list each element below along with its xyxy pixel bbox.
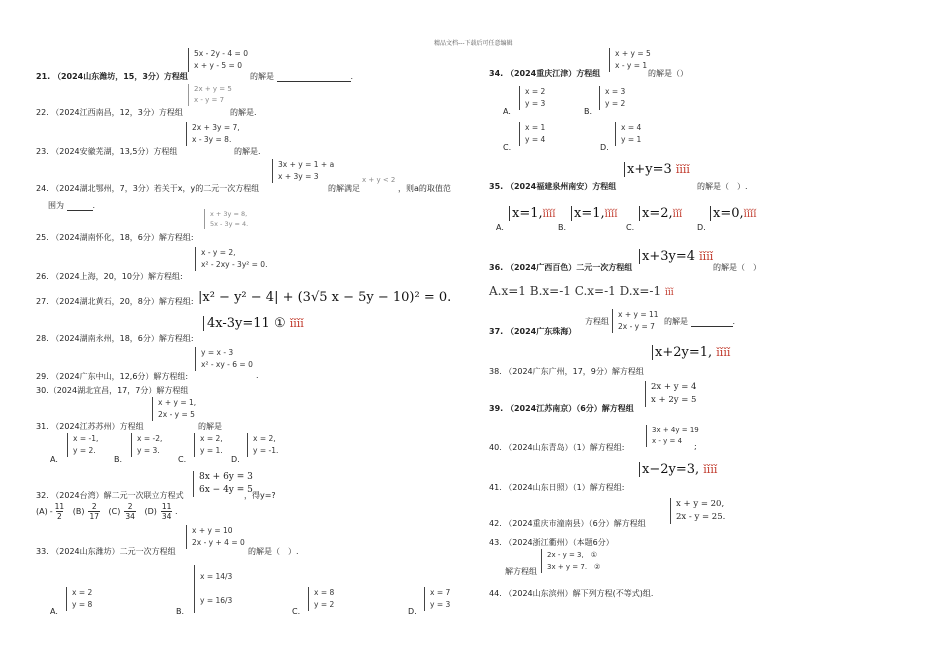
q34-option-a-y: y = 3 — [525, 99, 546, 108]
q24-stem: 24. （2024湖北鄂州，7，3分）若关于x，y的二元一次方程组 — [36, 184, 260, 193]
q31-option-c-label[interactable]: C. — [178, 455, 187, 464]
q21-answer-blank[interactable] — [277, 81, 351, 82]
q40-tail: ; — [694, 442, 697, 451]
q21-tail: 的解是 . — [250, 72, 354, 81]
q42-eq2: 2x - y = 25. — [676, 512, 726, 522]
q39-text: 39. （2024江苏南京）（6分）解方程组 — [489, 404, 634, 413]
q32-option-c-num: 2 — [127, 502, 133, 511]
q40-eq1: 3x + 4y = 19 — [652, 426, 699, 434]
q37-mid: 方程组 — [585, 317, 609, 326]
q32-option-c-fraction — [124, 502, 136, 521]
q21-stem — [36, 71, 188, 82]
q31-option-c-y: y = 1. — [200, 446, 223, 455]
q43-eq2: 3x + y = 7. ② — [547, 563, 601, 571]
q35-option-a[interactable]: x=1,ǐǐǐǐ — [509, 206, 555, 221]
q42-eq1: x + y = 20, — [676, 499, 725, 509]
q22-eq1: 2x + y = 5 — [194, 85, 232, 93]
q31-option-b-y: y = 3. — [137, 446, 160, 455]
q33-option-c-label[interactable]: C. — [292, 607, 301, 616]
q35-tail: 的解是（ ）. — [697, 182, 748, 191]
q37-tail-text: 的解是 — [664, 317, 688, 326]
q34-eq1: x + y = 5 — [615, 49, 651, 58]
q34-option-a-label[interactable]: A. — [503, 107, 511, 116]
q39-eq1: 2x + y = 4 — [651, 382, 697, 392]
q32-option-c-den: 34 — [125, 512, 135, 521]
q34-option-b-x: x = 3 — [605, 87, 626, 96]
q33-system — [186, 525, 245, 549]
q32-option-a-den: 2 — [56, 512, 62, 521]
q32-option-c[interactable] — [109, 502, 136, 521]
q35-option-b[interactable]: x=1,ǐǐǐǐ — [571, 206, 617, 221]
q32-option-a-label: (A) — [36, 507, 48, 516]
q21-eq1: 5x - 2y - 4 = 0 — [194, 49, 248, 58]
q33-stem: 33. （2024山东潍坊）二元一次方程组 — [36, 547, 176, 556]
q32-option-b-num: 2 — [91, 502, 97, 511]
q35-equation — [624, 162, 690, 177]
q33-option-a-x: x = 2 — [72, 588, 93, 597]
q31-option-d-x: x = 2, — [253, 434, 276, 443]
q33-tail: 的解是（ ）. — [248, 547, 299, 556]
q31-option-d-y: y = -1. — [253, 446, 279, 455]
q31-system — [152, 397, 196, 421]
q37-answer-blank[interactable] — [691, 326, 733, 327]
q23-stem: 23. （2024安徽芜湖，13,5分）方程组 — [36, 147, 178, 156]
q38-stem: 38. （2024广东广州，17，9分）解方程组 — [489, 367, 644, 376]
q32-eq1: 8x + 6y = 3 — [199, 472, 253, 482]
q39-system — [645, 381, 696, 407]
q28-equation — [203, 316, 304, 331]
q40-stem: 40. （2024山东青岛）（1）解方程组: — [489, 443, 625, 452]
q24-line2-text: 围为 — [48, 201, 64, 210]
q33-option-a[interactable] — [66, 587, 92, 611]
q32-option-b[interactable] — [73, 502, 100, 521]
q33-option-b-y: y = 16/3 — [200, 596, 233, 605]
q34-option-c-x: x = 1 — [525, 123, 546, 132]
q24-answer-blank[interactable] — [67, 210, 93, 211]
q42-system — [670, 498, 725, 524]
q32-stem: 32. （2024台湾）解二元一次联立方程式 — [36, 491, 184, 500]
q25-eq1: x + 3y = 8, — [210, 210, 248, 218]
q31-option-d[interactable] — [247, 433, 278, 457]
q39-stem — [489, 403, 634, 414]
q34-eq2: x - y = 1 — [615, 61, 648, 70]
q43-line2: 解方程组 — [505, 567, 537, 576]
q24-eq2: x + 3y = 3 — [278, 172, 319, 181]
q31-option-b-label[interactable]: B. — [114, 455, 123, 464]
q32-option-d-den: 34 — [161, 512, 172, 521]
q32-tail: ，得y=? — [244, 491, 276, 500]
q34-system — [609, 48, 651, 72]
q36-options-row[interactable] — [489, 284, 674, 298]
q33-option-c-y: y = 2 — [314, 600, 335, 609]
q25-stem: 25. （2024湖南怀化，18，6分）解方程组: — [36, 233, 194, 242]
q44-stem: 44. （2024山东滨州）解下列方程(不等式)组. — [489, 589, 654, 598]
q35-glyph-marks: ǐǐǐǐ — [675, 163, 690, 176]
q33-option-c-x: x = 8 — [314, 588, 335, 597]
q29-eq2: x² - xy - 6 = 0 — [201, 360, 253, 369]
q34-option-d-y: y = 1 — [621, 135, 642, 144]
q31-eq2: 2x - y = 5 — [158, 410, 195, 419]
q37-stem: 37. （2024广东珠海） — [489, 327, 577, 336]
q38-glyph-marks: ǐǐǐǐ — [716, 346, 731, 359]
q41-stem: 41. （2024山东日照）（1）解方程组: — [489, 483, 625, 492]
q36-glyph-marks: ǐǐǐǐ — [699, 250, 714, 263]
q29-stem: 29. （2024广东中山，12,6分）解方程组: — [36, 372, 189, 381]
q33-option-b[interactable] — [194, 565, 232, 613]
q31-option-a-x: x = -1, — [73, 434, 99, 443]
q31-option-a-label[interactable]: A. — [50, 455, 58, 464]
q35-eq-text: x+y=3 — [627, 162, 672, 177]
q36-equation — [639, 249, 713, 264]
q32-option-d[interactable] — [144, 502, 172, 521]
q26-eq2: x² - 2xy - 3y² = 0. — [201, 260, 268, 269]
q28-stem: 28. （2024湖南永州，18，6分）解方程组: — [36, 334, 194, 343]
q27-stem: 27. （2024湖北黄石，20，8分）解方程组: — [36, 297, 194, 306]
q24-condition: x + y < 2 — [362, 176, 396, 184]
q33-eq2: 2x - y + 4 = 0 — [192, 538, 245, 547]
q34-option-d-label[interactable]: D. — [600, 143, 609, 152]
q31-option-b-x: x = -2, — [137, 434, 163, 443]
q32-option-a-num: 11 — [54, 502, 65, 511]
q35-option-d[interactable]: x=0,ǐǐǐǐ — [710, 206, 756, 221]
q21-eq2: x + y - 5 = 0 — [194, 61, 242, 70]
q28-glyph-marks: ǐǐǐǐ — [289, 317, 304, 330]
q31-option-c-x: x = 2, — [200, 434, 223, 443]
q24-eq1: 3x + y = 1 + a — [278, 160, 335, 169]
q29-dot: . — [256, 371, 259, 380]
q43-eq1: 2x - y = 3, ① — [547, 551, 597, 559]
q34-option-c-y: y = 4 — [525, 135, 546, 144]
q39-eq2: x + 2y = 5 — [651, 395, 697, 405]
q35-option-a-value: x=1, — [512, 206, 543, 221]
q34-option-a-x: x = 2 — [525, 87, 546, 96]
q35-option-b-label[interactable]: B. — [558, 223, 567, 232]
q35-option-b-value: x=1, — [574, 206, 605, 221]
q31-option-d-label[interactable]: D. — [231, 455, 240, 464]
q33-option-b-x: x = 14/3 — [200, 572, 233, 581]
q32-option-b-fraction — [88, 502, 100, 521]
q34-option-b[interactable] — [599, 86, 625, 110]
q21-text: 21. （2024山东潍坊，15，3分）方程组 — [36, 72, 188, 81]
q32-option-d-num: 11 — [161, 502, 172, 511]
q33-option-d-x: x = 7 — [430, 588, 451, 597]
q35-option-d-value: x=0, — [713, 206, 744, 221]
q34-option-c[interactable] — [519, 122, 545, 146]
q34-option-a[interactable] — [519, 86, 545, 110]
q34-option-c-label[interactable]: C. — [503, 143, 512, 152]
q31-eq1: x + y = 1, — [158, 398, 197, 407]
q32-option-d-label: (D) — [144, 507, 157, 516]
q40-system — [646, 425, 699, 447]
q37-eq1: x + y = 11 — [618, 310, 659, 319]
q24-mid: 的解满足 — [328, 184, 360, 193]
q32-eq2: 6x − 4y = 5 — [199, 485, 253, 495]
q34-option-d[interactable] — [615, 122, 641, 146]
q35-option-c-label[interactable]: C. — [626, 223, 635, 232]
q27-equation: |x² − y² − 4| + (3√5 x − 5y − 10)² = 0. — [198, 290, 452, 305]
q36-stem: 36. （2024广西百色）二元一次方程组 — [489, 263, 633, 272]
q26-stem: 26. （2024上海，20，10分）解方程组: — [36, 272, 183, 281]
q32-option-b-den: 17 — [89, 512, 99, 521]
q25-eq2: 5x - 3y = 4. — [210, 220, 249, 228]
q28-eq-text: 4x-3y=11 ① — [207, 316, 286, 331]
q43-system — [541, 549, 600, 573]
q38-equation — [652, 345, 730, 360]
q21-system — [188, 48, 248, 72]
q32-option-a-fraction — [55, 502, 65, 521]
q24-line2: 围为 . — [48, 201, 96, 210]
q33-option-c[interactable] — [308, 587, 334, 611]
q42-stem: 42. （2024重庆市潼南县）（6分）解方程组 — [489, 519, 646, 528]
q38-eq-text: x+2y=1, — [655, 345, 713, 360]
q43-stem: 43. （2024浙江衢州）（本题6分） — [489, 538, 614, 547]
q22-stem: 22. （2024江西南昌，12，3分）方程组 — [36, 108, 183, 117]
q27-eq-text: |x² − y² − 4| + (3√5 x − 5y − 10)² = 0 — [198, 290, 448, 305]
q36-options-glyph-marks: ǐǐǐ — [664, 288, 674, 298]
q41-glyph-marks: ǐǐǐǐ — [703, 463, 718, 476]
q36-options-text: A.x=1 B.x=-1 C.x=-1 D.x=-1 — [489, 284, 662, 298]
q32-option-d-fraction — [161, 502, 173, 521]
q25-system — [204, 209, 248, 229]
q33-option-d[interactable] — [424, 587, 450, 611]
q32-option-a[interactable] — [36, 502, 64, 521]
q34-option-b-y: y = 2 — [605, 99, 626, 108]
q33-option-d-label[interactable]: D. — [408, 607, 417, 616]
q32-option-c-label: (C) — [108, 507, 121, 516]
q35-option-c[interactable]: x=2,ǐǐǐ — [639, 206, 682, 221]
q31-option-b[interactable] — [131, 433, 162, 457]
q23-eq1: 2x + 3y = 7, — [192, 123, 240, 132]
q31-option-a[interactable] — [67, 433, 98, 457]
q32-options: (A) - $\frac{11}{2}$ (B) $\frac{2}{17}$ (C) $\frac{2}{34}$ (D) $\frac{11}{34}$ . — [36, 502, 178, 521]
q31-stem: 31. （2024江苏苏州）方程组 — [36, 422, 144, 431]
q36-eq-text: x+3y=4 — [642, 249, 696, 264]
q33-option-d-y: y = 3 — [430, 600, 451, 609]
page-header: 精品文档---下载后可任意编辑 — [434, 40, 513, 47]
q35-option-c-value: x=2, — [642, 206, 673, 221]
q35-option-a-label[interactable]: A. — [496, 223, 504, 232]
q37-system — [612, 309, 659, 333]
q31-option-c[interactable] — [194, 433, 223, 457]
q34-option-b-label[interactable]: B. — [584, 107, 593, 116]
q37-tail: 的解是 . — [664, 317, 736, 326]
q33-eq1: x + y = 10 — [192, 526, 233, 535]
q37-eq2: 2x - y = 7 — [618, 322, 655, 331]
q24-tail: ，则a的取值范 — [398, 184, 451, 193]
q24-system — [272, 159, 334, 183]
q31-tail: 的解是 — [198, 422, 222, 431]
q30-stem: 30.（2024湖北宜昌，17，7分）解方程组 — [36, 386, 189, 395]
q23-system — [186, 122, 240, 146]
q33-option-a-y: y = 8 — [72, 600, 93, 609]
q33-option-a-label[interactable]: A. — [50, 607, 58, 616]
q32-option-b-label: (B) — [72, 507, 85, 516]
q40-eq2: x - y = 4 — [652, 437, 683, 445]
q22-tail: 的解是. — [230, 108, 257, 117]
q36-tail: 的解是（ ） — [713, 263, 761, 272]
q29-system — [195, 347, 253, 371]
q21-tail-text: 的解是 — [250, 72, 274, 81]
q26-system — [195, 247, 267, 271]
q23-tail: 的解是. — [234, 147, 261, 156]
q34-stem: 34. （2024重庆江津）方程组 — [489, 69, 601, 78]
q35-stem: 35. （2024福建泉州南安）方程组 — [489, 182, 617, 191]
q29-eq1: y = x - 3 — [201, 348, 234, 357]
q33-option-b-label[interactable]: B. — [176, 607, 185, 616]
q26-eq1: x - y = 2, — [201, 248, 236, 257]
q35-option-d-label[interactable]: D. — [697, 223, 706, 232]
q22-eq2: x - y = 7 — [194, 96, 225, 104]
q22-system — [188, 84, 232, 106]
q34-option-d-x: x = 4 — [621, 123, 642, 132]
q32-option-a-sign: - — [49, 507, 53, 516]
q23-eq2: x - 3y = 8. — [192, 135, 232, 144]
q34-tail: 的解是（） — [648, 69, 688, 78]
q31-option-a-y: y = 2. — [73, 446, 96, 455]
q41-eq-text: x−2y=3, — [642, 462, 700, 477]
q41-equation — [639, 462, 717, 477]
